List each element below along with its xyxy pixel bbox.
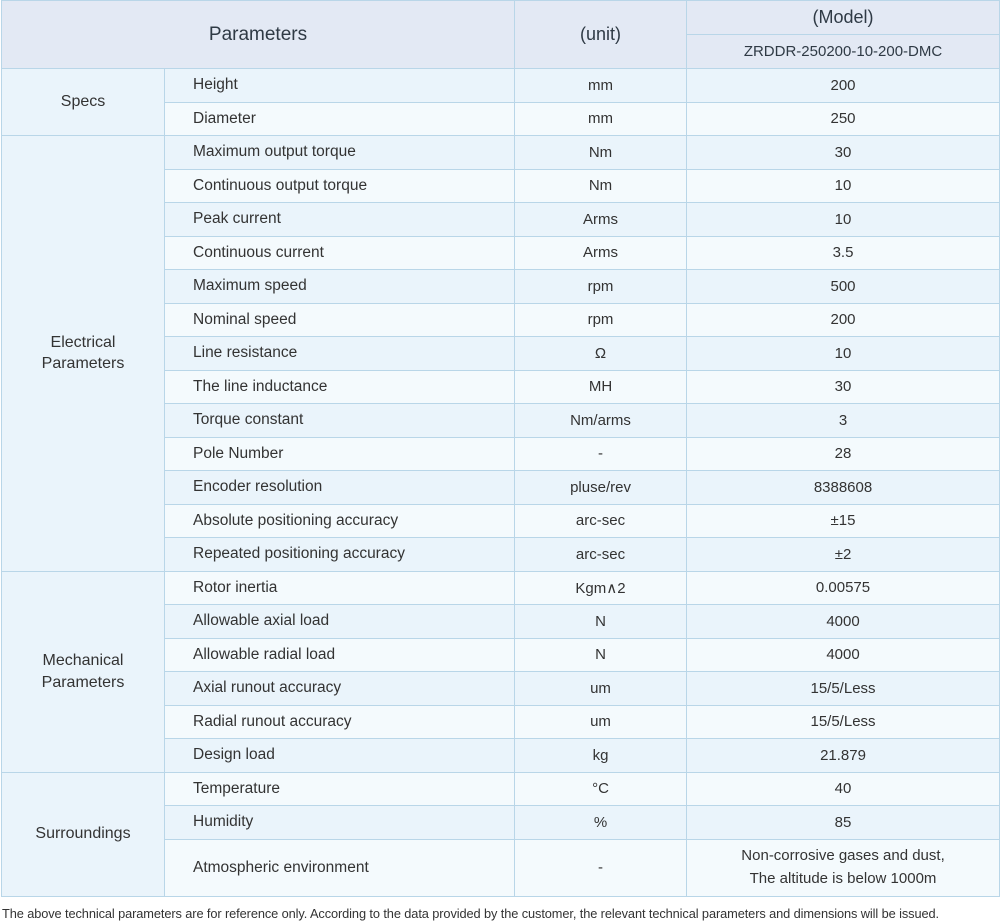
param-value: 85 [687, 806, 1000, 840]
param-unit: Nm/arms [515, 404, 687, 438]
param-value: 3 [687, 404, 1000, 438]
param-unit: Kgm∧2 [515, 571, 687, 605]
group-label-line1: Electrical [51, 334, 116, 351]
param-value: 4000 [687, 638, 1000, 672]
param-label: Atmospheric environment [165, 839, 515, 896]
group-label-line2: Parameters [42, 355, 125, 372]
param-label: Pole Number [165, 437, 515, 471]
param-unit: MH [515, 370, 687, 404]
param-value: 10 [687, 203, 1000, 237]
param-value: 10 [687, 169, 1000, 203]
param-value [687, 839, 1000, 896]
param-label: Absolute positioning accuracy [165, 504, 515, 538]
param-value: 40 [687, 772, 1000, 806]
param-value: 30 [687, 136, 1000, 170]
header-model-number: ZRDDR-250200-10-200-DMC [687, 35, 1000, 69]
group-label-electrical-parameters [2, 136, 165, 572]
param-unit: N [515, 605, 687, 639]
param-unit: °C [515, 772, 687, 806]
param-value: 15/5/Less [687, 672, 1000, 706]
param-unit: um [515, 705, 687, 739]
param-unit: Arms [515, 203, 687, 237]
table-header-row-1 [2, 1, 1000, 35]
param-value: 500 [687, 270, 1000, 304]
param-value: 8388608 [687, 471, 1000, 505]
param-value: 28 [687, 437, 1000, 471]
group-label-line2: Parameters [42, 674, 125, 691]
param-label: The line inductance [165, 370, 515, 404]
param-label: Peak current [165, 203, 515, 237]
group-label-surroundings: Surroundings [2, 772, 165, 896]
param-value: 3.5 [687, 236, 1000, 270]
param-label: Temperature [165, 772, 515, 806]
param-value-line1: Non-corrosive gases and dust, [688, 845, 998, 868]
param-label: Torque constant [165, 404, 515, 438]
param-label: Maximum output torque [165, 136, 515, 170]
header-model: (Model) [687, 1, 1000, 35]
table-header [2, 1, 1000, 69]
param-label: Line resistance [165, 337, 515, 371]
table-row [2, 69, 1000, 103]
param-label: Repeated positioning accuracy [165, 538, 515, 572]
param-label: Humidity [165, 806, 515, 840]
param-value: 21.879 [687, 739, 1000, 773]
param-label: Encoder resolution [165, 471, 515, 505]
param-unit: N [515, 638, 687, 672]
param-unit: Nm [515, 169, 687, 203]
param-value: 30 [687, 370, 1000, 404]
group-label-mechanical-parameters [2, 571, 165, 772]
param-unit: mm [515, 102, 687, 136]
param-unit: um [515, 672, 687, 706]
param-value: ±15 [687, 504, 1000, 538]
footnote: The above technical parameters are for reference only. According to the data provided by the customer, the relevant technical parameters and dimensions will be issued. [0, 897, 1000, 922]
param-unit: % [515, 806, 687, 840]
param-label: Radial runout accuracy [165, 705, 515, 739]
param-value: 15/5/Less [687, 705, 1000, 739]
param-unit: arc-sec [515, 538, 687, 572]
param-value: 200 [687, 303, 1000, 337]
param-label: Continuous current [165, 236, 515, 270]
group-label-line1: Mechanical [43, 652, 124, 669]
param-label: Continuous output torque [165, 169, 515, 203]
param-value: 250 [687, 102, 1000, 136]
param-unit: kg [515, 739, 687, 773]
param-label: Nominal speed [165, 303, 515, 337]
param-value: 4000 [687, 605, 1000, 639]
group-label-specs: Specs [2, 69, 165, 136]
table-row [2, 571, 1000, 605]
param-unit: - [515, 839, 687, 896]
param-value: 10 [687, 337, 1000, 371]
param-label: Allowable axial load [165, 605, 515, 639]
header-parameters: Parameters [2, 1, 515, 69]
param-label: Allowable radial load [165, 638, 515, 672]
table-body [2, 69, 1000, 897]
param-label: Height [165, 69, 515, 103]
param-unit: rpm [515, 303, 687, 337]
param-unit: pluse/rev [515, 471, 687, 505]
param-unit: Arms [515, 236, 687, 270]
param-value: 0.00575 [687, 571, 1000, 605]
param-label: Diameter [165, 102, 515, 136]
param-value-line2: The altitude is below 1000m [688, 868, 998, 891]
param-unit: - [515, 437, 687, 471]
param-value: 200 [687, 69, 1000, 103]
header-unit: (unit) [515, 1, 687, 69]
param-label: Design load [165, 739, 515, 773]
param-label: Axial runout accuracy [165, 672, 515, 706]
table-row [2, 136, 1000, 170]
param-unit: Ω [515, 337, 687, 371]
param-unit: Nm [515, 136, 687, 170]
specification-table [1, 0, 1000, 897]
param-unit: rpm [515, 270, 687, 304]
param-label: Maximum speed [165, 270, 515, 304]
param-label: Rotor inertia [165, 571, 515, 605]
table-row [2, 772, 1000, 806]
param-unit: arc-sec [515, 504, 687, 538]
param-unit: mm [515, 69, 687, 103]
param-value: ±2 [687, 538, 1000, 572]
